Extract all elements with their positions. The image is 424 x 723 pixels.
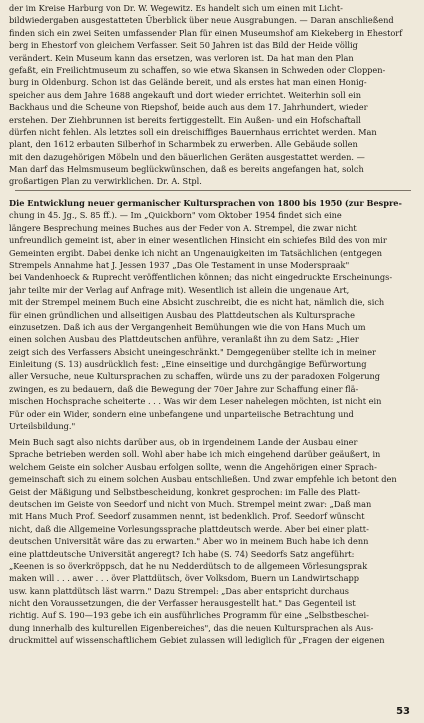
text-line: Urteilsbildung." [9,421,76,432]
text-line: erstehen. Der Ziehbrunnen ist bereits fertiggestellt. Ein Außen- und ein Hofschaftall [9,114,361,125]
text-line: druckmittel auf wissenschaftlichem Gebiet zulassen will lediglich für „Fragen der eigenen [9,635,385,646]
text-line: für einen gründlichen und allseitigen Ausbau des Plattdeutschen als Kultursprache [9,309,355,320]
reply-section [9,436,417,647]
text-line: speicher aus dem Jahre 1688 angekauft und dort wieder errichtet. Weiterhin soll ein [9,89,362,100]
text-line: mit der Strempel meinem Buch eine Absicht zuschreibt, die es nicht hat, nämlich die, sich [9,297,385,308]
text-line: aller Versuche, neue Kultursprachen zu schaffen, würde uns zu der paradoxen Folgerung [9,371,381,382]
text-line: Einleitung (S. 13) ausdrücklich fest: „Eine einseitige und durchgängige Befürwortung [9,359,367,370]
text-line: längere Besprechung meines Buches aus der Feder von A. Strempel, die zwar nicht [9,222,357,233]
text-line: chung in 45. Jg., S. 85 ff.). — Im „Quickborn" vom Oktober 1954 findet sich eine [9,210,342,221]
text-line: nicht, daß die Allgemeine Vorlesungssprache plattdeutsch werde. Aber bei einer platt- [9,523,369,534]
text-line: jahr teilte mir der Verlag auf Anfrage mit). Wesentlich ist allein die ungenaue Art, [9,284,350,295]
text-line: der im Kreise Harburg von Dr. W. Wegewitz. Es handelt sich um einen mit Licht- [9,3,343,13]
section-divider [15,190,411,191]
text-line: maken will . . . awer . . . över Plattdütsch, över Volksdom, Buern un Landwirtschapp [9,573,359,584]
text-line: berg in Ehestorf von gleichem Verfasser. Seit 50 Jahren ist das Bild der Heide völlig [9,40,358,51]
text-line: eine plattdeutsche Universität angeregt? Ich habe (S. 74) Seedorfs Satz angeführt: [9,548,355,559]
text-line: Mein Buch sagt also nichts darüber aus, ob in irgendeinem Lande der Ausbau einer [9,437,358,447]
text-line: Geist der Mäßigung und Selbstbescheidung, konkret gesprochen: im Falle des Platt- [9,486,361,497]
text-line: zeigt sich des Verfassers Absicht uneingeschränkt." Demgegenüber stellte ich in meiner [9,346,376,357]
text-line: mit Hans Much Prof. Seedorf zusammen nennt, ist bedenklich. Prof. Seedorf wünscht [9,511,365,522]
text-line: richtig. Auf S. 190—193 gebe ich ein ausführliches Programm für eine „Selbstbeschei- [9,610,369,621]
text-line: plant, den 1612 erbauten Silberhof in Scharmbek zu erwerben. Alle Gebäude sollen [9,139,358,150]
text-line: bei Vandenhoeck & Ruprecht veröffentlichen können; das nicht eingedruckte Erscheinungs- [9,272,393,283]
text-line: unfreundlich gemeint ist, aber in einer wesentlichen Hinsicht ein schiefes Bild des von mir [9,235,387,246]
text-line: Gemeinten ergibt. Dabei denke ich nicht an Ungenauigkeiten im Tatsächlichen (entgegen [9,247,383,258]
page-number: 53 [396,706,410,717]
text-line: zwingen, es zu bedauern, daß die Bewegung der 70er Jahre zur Schaffung einer flä- [9,383,359,394]
text-line: deutschen Universität wäre das zu erwarten." Aber wo in meinem Buch habe ich denn [9,536,369,547]
text-line: burg in Oldenburg. Schon ist das Gelände bereit, und als erstes hat man einen Honig- [9,77,367,88]
text-line: welchem Geiste ein solcher Ausbau erfolgen sollte, wenn die Angehörigen einer Sprach- [9,461,377,472]
museum-plan-section [9,2,417,188]
text-line: „Keenen is so överkröppsch, dat he nu Nedderdütsch to de allgemeen Vörlesungsprak [9,560,368,571]
text-line: Für oder ein Wider, sondern eine unbefangene und unparteiische Betrachtung und [9,408,354,419]
text-line: einen solchen Ausbau des Plattdeutschen anführe, veranlaßt ihn zu dem Satz: „Hier [9,334,359,345]
text-line: Sprache betrieben werden soll. Wohl aber habe ich mich eingehend darüber geäußert, in [9,449,381,460]
text-line: gefaßt, ein Freilichtmuseum zu schaffen, so wie etwa Skansen in Schweden oder Cloppen- [9,64,386,75]
text-line: großartigen Plan zu verwirklichen. Dr. A. Stpl. [9,176,202,187]
text-line: Strempels Annahme hat J. Jessen 1937 „Das Ole Testament in unse Moderspraak" [9,259,350,270]
text-line: Die Entwicklung neuer germanischer Kultursprachen von 1800 bis 1950 (zur Bespre- [9,198,402,208]
text-line: usw. kann plattdütsch läst warrn." Dazu Strempel: „Das aber entspricht durchaus [9,585,349,596]
text-line: mischen Hochsprache scheiterte . . . Was wir dem Leser nahelegen möchten, ist nicht ein [9,396,382,407]
text-line: gemeinschaft sich zu einem solchen Ausbau entschließen. Und zwar empfehle ich betont den [9,474,397,485]
language-development-section [9,197,417,432]
text-line: dürfen nicht fehlen. Als letztes soll ein dreischiffiges Bauernhaus errichtet werden. Man [9,126,377,137]
text-line: Man darf das Helmsmuseum beglückwünschen, daß es bereits angefangen hat, solch [9,164,364,175]
text-line: deutschen im Geiste von Seedorf und nicht von Much. Strempel meint zwar: „Daß man [9,498,372,509]
text-line: finden sich ein zwei Seiten umfassender Plan für einen Museumshof am Kiekeberg in Ehestorf [9,27,403,38]
text-line: nicht den Voraussetzungen, die der Verfasser herausgestellt hat." Das Gegenteil ist [9,598,356,609]
text-line: dung innerhalb des kulturellen Eigenbereiches", das die neuen Kultursprachen als Aus- [9,622,374,633]
text-line: mit den dazugehörigen Möbeln und den bäuerlichen Geräten ausgestattet werden. — [9,151,365,162]
text-line: Backhaus und die Scheune von Riepshof, beide auch aus dem 17. Jahrhundert, wieder [9,102,368,113]
text-line: bildwiedergaben ausgestatteten Überblick über neue Ausgrabungen. — Daran anschließend [9,15,394,26]
text-line: einzusetzen. Daß ich aus der Vergangenheit Bemühungen wie die von Hans Much um [9,321,366,332]
text-line: verändert. Kein Museum kann das ersetzen, was verloren ist. Da hat man den Plan [9,52,354,63]
